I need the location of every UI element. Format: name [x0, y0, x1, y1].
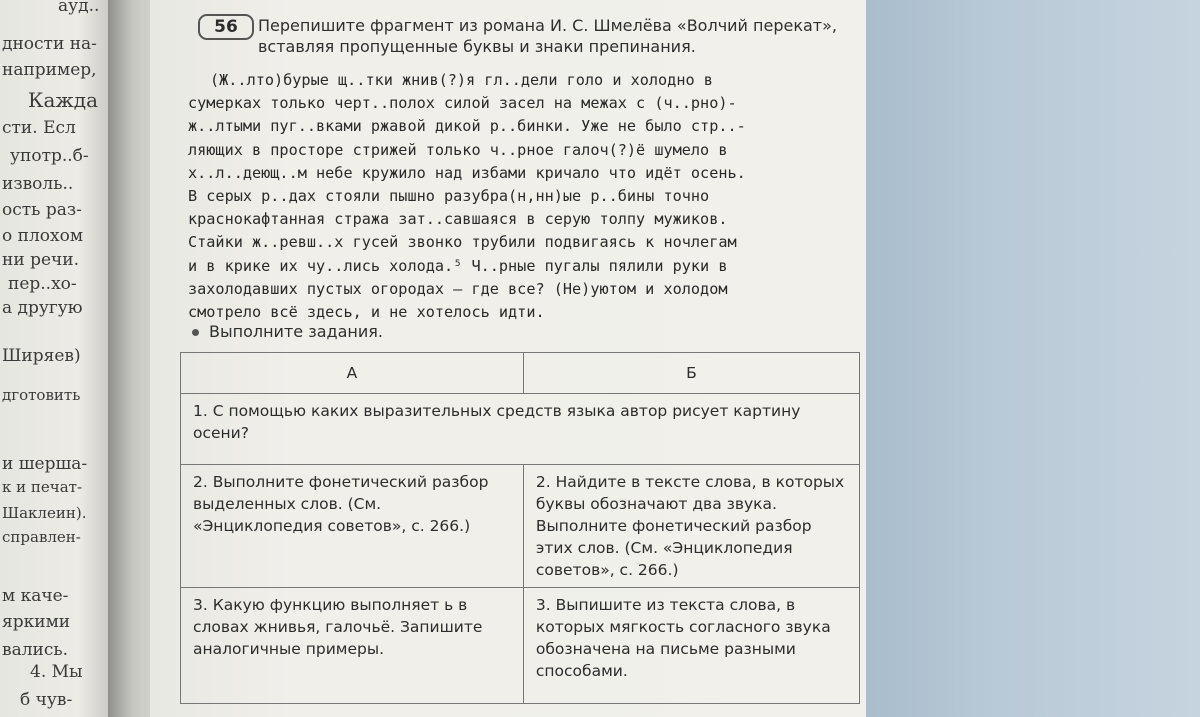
left-page-line: ость раз- [2, 200, 82, 220]
left-page [0, 0, 112, 717]
passage-line: сумерках только черт..полох силой засел на межах с (ч..рно)- [188, 94, 737, 113]
left-page-line: справлен- [2, 528, 81, 546]
left-page-line: 4. Мы [30, 662, 83, 682]
table-row [181, 394, 860, 465]
left-page-line: Ширяев) [2, 346, 81, 366]
passage-line: смотрело всё здесь, и не хотелось идти. [188, 303, 545, 322]
passage-line: и в крике их чу..лись холода.⁵ Ч..рные пугалы пялили руки в [188, 256, 728, 275]
task-3a-cell: 3. Какую функцию выполняет ь в словах жнивья, галочьё. Запишите аналогичные примеры. [181, 588, 524, 704]
left-page-line: ауд.. [58, 0, 100, 16]
left-page-line: дности на- [2, 34, 97, 54]
column-header-b: Б [523, 353, 859, 394]
passage-line: х..л..деющ..м небе кружило над избами кричало что идёт осень. [188, 163, 746, 182]
passage-line: ляющих в просторе стрижей только ч..рное галоч(?)ё шумело в [188, 140, 728, 159]
passage-line: Стайки ж..ревш..х гусей звонко трубили подвигаясь к ночлегам [188, 233, 737, 252]
table-row [181, 588, 860, 704]
passage-line: захолодавших пустых огородах — где все? (Не)уютом и холодом [188, 279, 728, 298]
left-page-line: пер..хо- [8, 274, 77, 294]
left-page-line: вались. [2, 640, 69, 660]
left-page-line: употр..б- [10, 146, 89, 166]
table-row [181, 353, 860, 394]
left-page-line: и шерша- [2, 454, 88, 474]
left-page-line: м каче- [2, 586, 69, 606]
left-page-line: дготовить [2, 386, 81, 404]
background-surface [860, 0, 1200, 717]
table-row [181, 465, 860, 588]
exercise-instruction: Перепишите фрагмент из романа И. С. Шмелёва «Волчий перекат», вставляя пропущенные буквы и знаки препинания. [258, 16, 837, 56]
left-page-line: изволь.. [2, 174, 74, 194]
left-page-line: б чув- [20, 690, 73, 710]
passage-text [188, 69, 848, 324]
bullet-icon [192, 329, 199, 336]
task-1-cell: 1. С помощью каких выразительных средств языка автор рисует картину осени? [181, 394, 860, 465]
tasks-heading-text: Выполните задания. [209, 322, 383, 341]
tasks-heading [192, 322, 383, 341]
left-page-line: а другую [2, 298, 83, 318]
passage-line: (Ж..лто)бурые щ..тки жнив(?)я гл..дели голо и холодно в [210, 71, 713, 89]
passage-line: В серых р..дах стояли пышно разубра(н,нн)ые р..бины точно [188, 187, 710, 206]
left-page-line: о плохом [2, 226, 84, 246]
task-2b-cell: 2. Найдите в тексте слова, в которых буквы обозначают два звука. Выполните фонетический разбор этих слов. (См. «Энциклопедия советов», с. 266.) [523, 465, 859, 588]
left-page-line: например, [2, 60, 97, 80]
left-page-line: яркими [2, 612, 71, 632]
passage-line: краснокафтанная стража зат..савшаяся в серую толпу мужиков. [188, 210, 728, 229]
left-page-line: к и печат- [2, 478, 83, 496]
task-3b-cell: 3. Выпишите из текста слова, в которых мягкость согласного звука обозначена на письме разными способами. [523, 588, 859, 704]
task-2a-cell: 2. Выполните фонетический разбор выделенных слов. (См. «Энциклопедия советов», с. 266.) [181, 465, 524, 588]
left-page-line: сти. Есл [2, 118, 76, 138]
exercise-number: 56 [198, 14, 254, 40]
left-page-line: Кажда [28, 88, 99, 112]
left-page-line: ни речи. [2, 250, 79, 270]
passage-line: ж..лтыми пуг..вками ржавой дикой р..бинки. Уже не было стр..- [188, 117, 746, 136]
tasks-table [180, 352, 860, 704]
column-header-a: А [181, 353, 524, 394]
left-page-line: Шаклеин). [2, 504, 87, 522]
